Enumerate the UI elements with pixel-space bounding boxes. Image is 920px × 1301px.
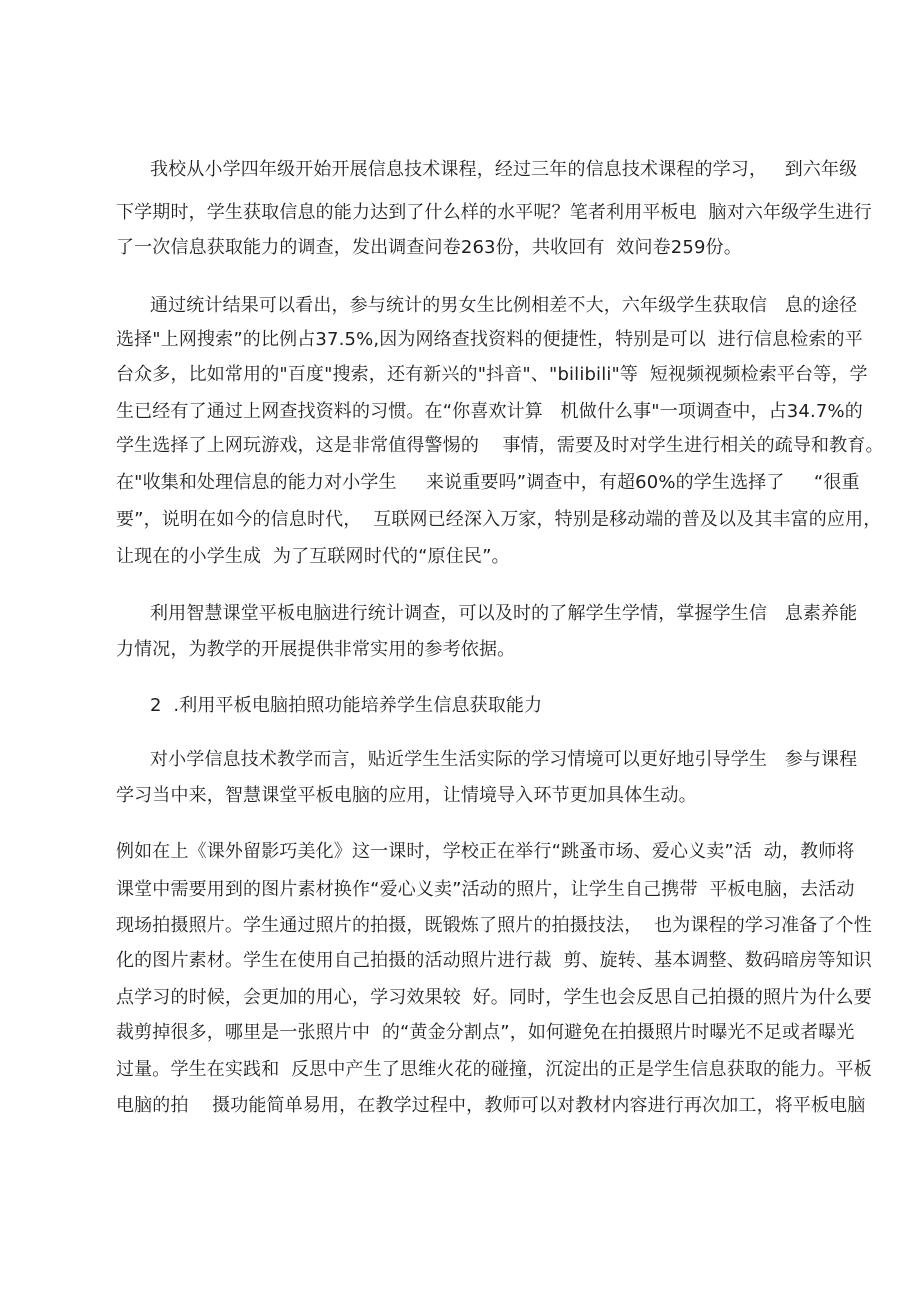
text-line: 现场拍摄照片。学生通过照片的拍摄，既锻炼了照片的拍摄技法， 也为课程的学习准备了个性 xyxy=(116,915,872,936)
text-line: 裁剪掉很多，哪里是一张照片中 的“黄金分割点”，如何避免在拍摄照片时曝光不足或者曝光 xyxy=(116,1022,855,1043)
text-line: 选择"上网搜索”的比例占37.5%,因为网络查找资料的便捷性，特别是可以 进行信息检索的平 xyxy=(116,329,863,350)
text-line: 电脑的拍 摄功能简单易用，在教学过程中，教师可以对教材内容进行再次加工，将平板电脑 xyxy=(116,1095,866,1116)
text-line: 我校从小学四年级开始开展信息技术课程，经过三年的信息技术课程的学习， 到六年级 xyxy=(150,159,858,180)
text-line: 学习当中来，智慧课堂平板电脑的应用，让情境导入环节更加具体生动。 xyxy=(116,785,697,806)
text-line: 利用智慧课堂平板电脑进行统计调查，可以及时的了解学生学情，掌握学生信 息素养能 xyxy=(150,603,858,624)
text-line: 力情况，为教学的开展提供非常实用的参考依据。 xyxy=(116,639,516,660)
text-line: 过量。学生在实践和 反思中产生了思维火花的碰撞，沉淀出的正是学生信息获取的能力。平板 xyxy=(116,1059,872,1080)
text-line: 了一次信息获取能力的调查，发出调查问卷263份，共收回有 效问卷259份。 xyxy=(116,237,742,258)
text-line: 化的图片素材。学生在使用自己拍摄的活动照片进行裁 剪、旋转、基本调整、数码暗房等知识 xyxy=(116,950,872,971)
text-line: 下学期时，学生获取信息的能力达到了什么样的水平呢？笔者利用平板电 脑对六年级学生进行 xyxy=(116,202,872,223)
text-line: 生已经有了通过上网查找资料的习惯。在“你喜欢计算 机做什么事"一项调查中，占34.7%的 xyxy=(116,401,863,422)
text-line: 学生选择了上网玩游戏，这是非常值得警惕的 事情，需要及时对学生进行相关的疏导和教育。 xyxy=(116,435,884,456)
text-line: 让现在的小学生成 为了互联网时代的“原住民”。 xyxy=(116,546,510,567)
text-line: 课堂中需要用到的图片素材换作“爱心义卖”活动的照片，让学生自己携带 平板电脑，去活动 xyxy=(116,879,855,900)
text-line: 在"收集和处理信息的能力对小学生 来说重要吗”调查中，有超60%的学生选择了 “很重 xyxy=(116,472,860,493)
section-title: 2 .利用平板电脑拍照功能培养学生信息获取能力 xyxy=(150,695,543,716)
text-line: 对小学信息技术教学而言，贴近学生生活实际的学习情境可以更好地引导学生 参与课程 xyxy=(150,749,858,770)
text-line: 台众多，比如常用的"百度"搜索，还有新兴的"抖音"、"bilibili"等 短视频视频检索平台等，学 xyxy=(116,364,868,385)
text-line: 通过统计结果可以看出，参与统计的男女生比例相差不大，六年级学生获取信 息的途径 xyxy=(150,295,858,316)
text-line: 例如在上《课外留影巧美化》这一课时，学校正在举行“跳蚤市场、爱心义卖”活 动，教师将 xyxy=(116,841,855,862)
text-line: 要”，说明在如今的信息时代， 互联网已经深入万家，特别是移动端的普及以及其丰富的应用， xyxy=(116,509,882,530)
text-line: 点学习的时候，会更加的用心，学习效果较 好。同时，学生也会反思自己拍摄的照片为什么要 xyxy=(116,987,872,1008)
